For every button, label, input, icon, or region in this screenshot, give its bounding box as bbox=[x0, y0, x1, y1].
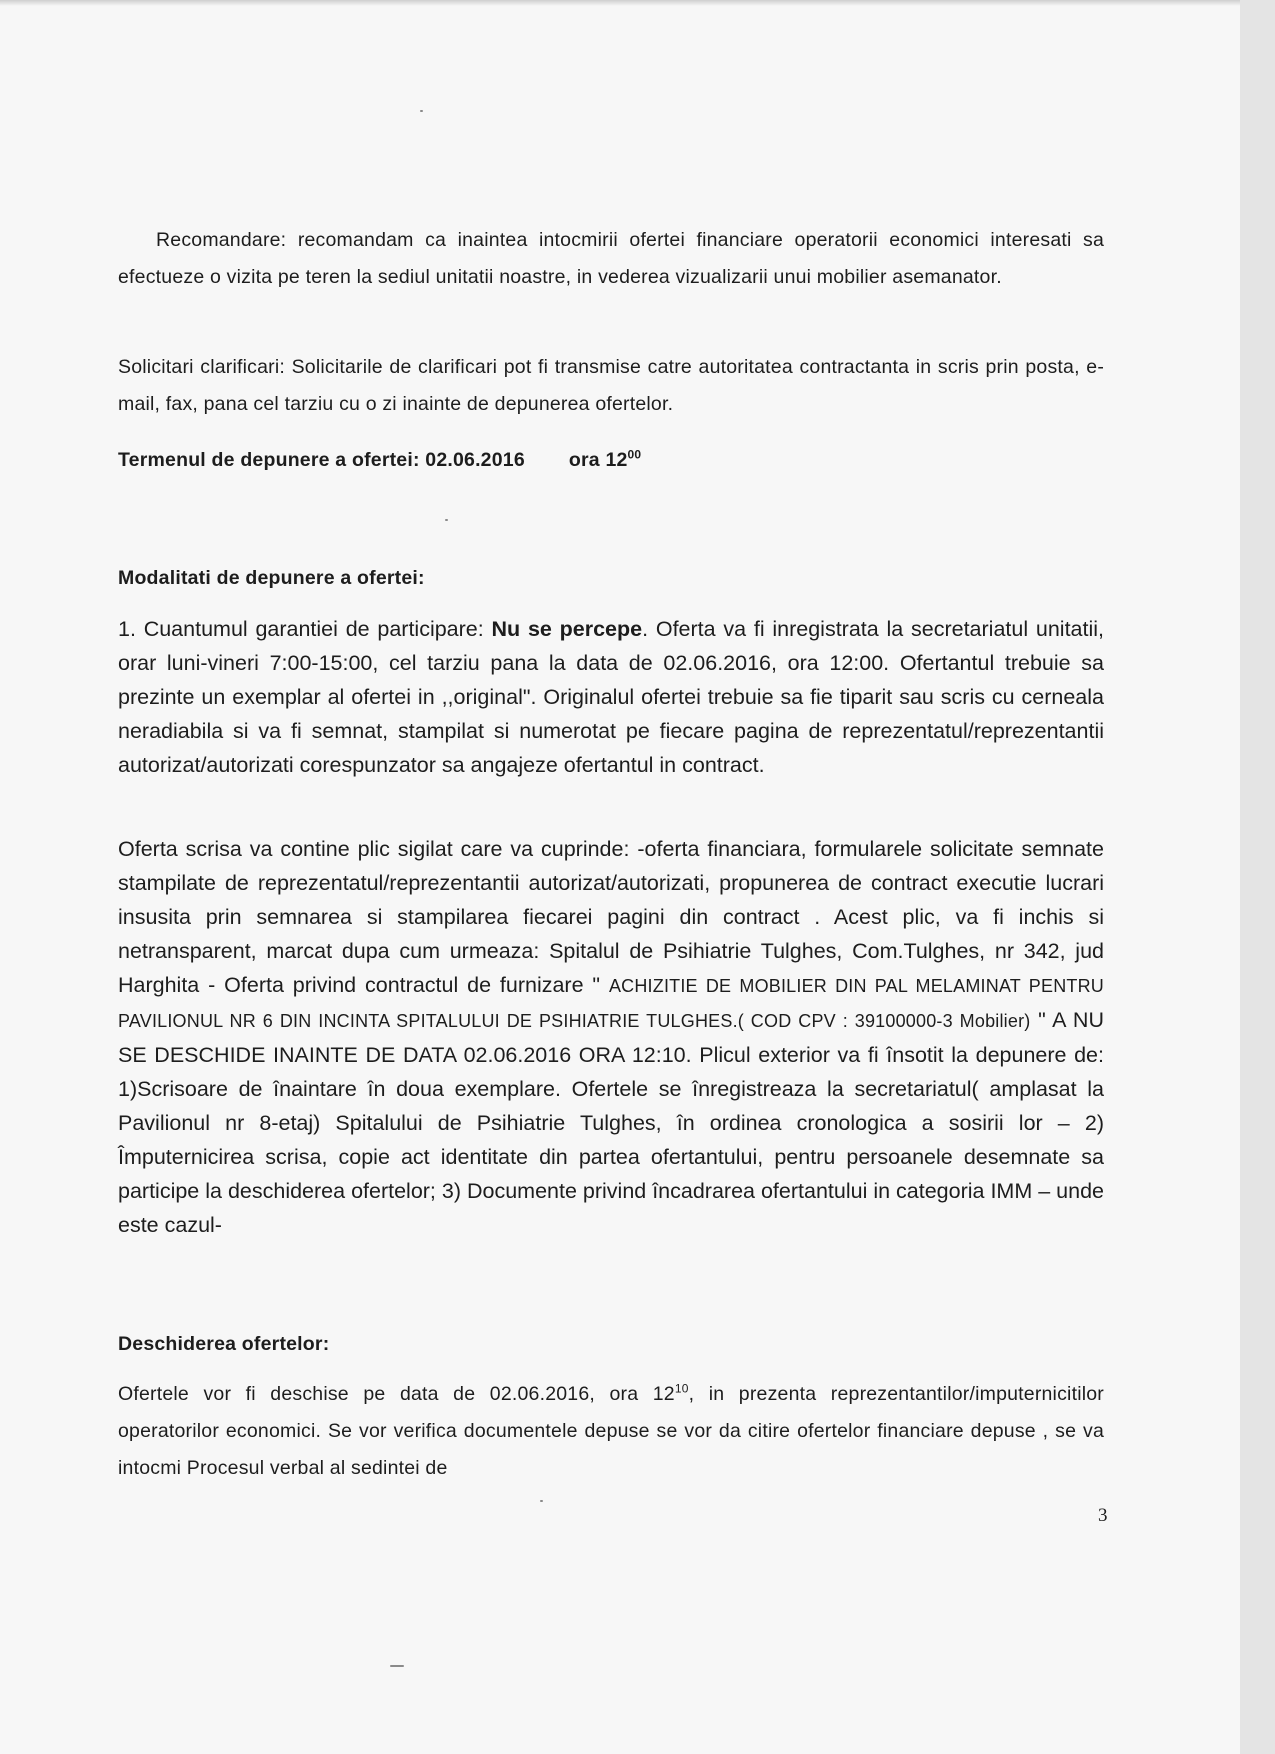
p1-bold: Nu se percepe bbox=[491, 617, 643, 641]
scan-speck bbox=[420, 110, 423, 112]
scan-right-edge bbox=[1240, 0, 1275, 1754]
deschiderea-section bbox=[118, 1326, 1104, 1363]
termen-ora-sup: 00 bbox=[627, 447, 642, 462]
scan-speck bbox=[540, 1500, 543, 1502]
p2-end: " A NU SE DESCHIDE INAINTE DE DATA 02.06.2016 ORA 12:10. Plicul exterior va fi însotit la depunere de: 1)Scrisoare de înaintare în doua exemplare. Ofertele se înregistreaza la secretariatul( amplasat la Pavilionul nr 8-etaj) Spitalului de Psihiatrie Tulghes, în ordinea cronologica a sosirii lor – 2) Împuternicirea scrisa, copie act identitate din partea ofertantului, pentru persoanele desemnate sa participe la deschiderea ofertelor; 3) Documente privind încadrarea ofertantului in categoria IMM – unde este cazul- bbox=[118, 1008, 1104, 1237]
p2-start: Oferta scrisa va contine plic sigilat care va cuprinde: -oferta financiara, formularele solicitate semnate stampilate de reprezentatul/reprezentantii autorizat/autorizati, propunerea de contract executie lucrari insusita prin semnarea si stampilarea fiecarei pagini din contract . Acest plic, va fi inchis si netransparent, marcat dupa cum urmeaza: Spitalul de Psihiatrie Tulghes, Com.Tulghes, nr 342, jud Harghita - Oferta privind contractul de furnizare " bbox=[118, 837, 1104, 997]
scan-speck bbox=[445, 519, 448, 521]
modalitati-section bbox=[118, 560, 1104, 597]
deschiderea-paragraph bbox=[118, 1376, 1104, 1487]
scan-top-edge bbox=[0, 0, 1240, 6]
termen-ora bbox=[569, 442, 641, 479]
page-number: 3 bbox=[1098, 1505, 1108, 1526]
termen-ora-value: ora 12 bbox=[568, 449, 628, 471]
clarificari-label: Solicitari clarificari: bbox=[118, 356, 285, 378]
termen-line bbox=[118, 442, 1104, 479]
clarificari-paragraph bbox=[118, 349, 1104, 423]
deschiderea-text-b: , in prezenta reprezentantilor/imputernicitilor operatorilor economici. Se vor verifica documentele depuse se vor da citire ofertelor financiare depuse , se va intocmi Procesul verbal al sedintei de bbox=[118, 1383, 1104, 1479]
termen-label: Termenul de depunere a ofertei: 02.06.2016 bbox=[118, 449, 525, 471]
clarificari-text: Solicitarile de clarificari pot fi transmise catre autoritatea contractanta in scris prin posta, e-mail, fax, pana cel tarziu cu o zi inainte de depunerea ofertelor. bbox=[118, 356, 1105, 415]
p2-caps: ACHIZITIE DE MOBILIER DIN PAL MELAMINAT PENTRU PAVILIONUL NR 6 DIN INCINTA SPITALULUI DE PSIHIATRIE TULGHES.( COD CPV : 39100000-3 Mobilier) bbox=[118, 976, 1104, 1031]
p1-prefix: 1. Cuantumul garantiei de participare: bbox=[118, 617, 484, 641]
modalitati-paragraph-1 bbox=[118, 612, 1104, 782]
recomandare-label: Recomandare: bbox=[156, 229, 287, 251]
p1-rest: . Oferta va fi inregistrata la secretariatul unitatii, orar luni-vineri 7:00-15:00, cel tarziu pana la data de 02.06.2016, ora 12:00. Ofertantul trebuie sa prezinte un exemplar al ofertei in ,,original". Originalul ofertei trebuie sa fie tiparit sau scris cu cerneala neradiabila si va fi semnat, stampilat si numerotat pe fiecare pagina de reprezentatul/reprezentantii autorizat/autorizati corespunzator sa angajeze ofertantul in contract. bbox=[118, 617, 1105, 777]
modalitati-paragraph-2 bbox=[118, 832, 1104, 1242]
recomandare-paragraph bbox=[118, 222, 1104, 296]
recomandare-text: recomandam ca inaintea intocmirii ofertei financiare operatorii economici interesati sa efectueze o vizita pe teren la sediul unitatii noastre, in vederea vizualizarii unui mobilier asemanator. bbox=[118, 229, 1104, 288]
deschiderea-heading: Deschiderea ofertelor: bbox=[118, 1333, 330, 1355]
deschiderea-sup: 10 bbox=[674, 1381, 689, 1396]
scan-speck bbox=[390, 1665, 404, 1667]
deschiderea-text-a: Ofertele vor fi deschise pe data de 02.06.2016, ora 12 bbox=[118, 1383, 675, 1405]
modalitati-heading: Modalitati de depunere a ofertei: bbox=[118, 567, 425, 589]
